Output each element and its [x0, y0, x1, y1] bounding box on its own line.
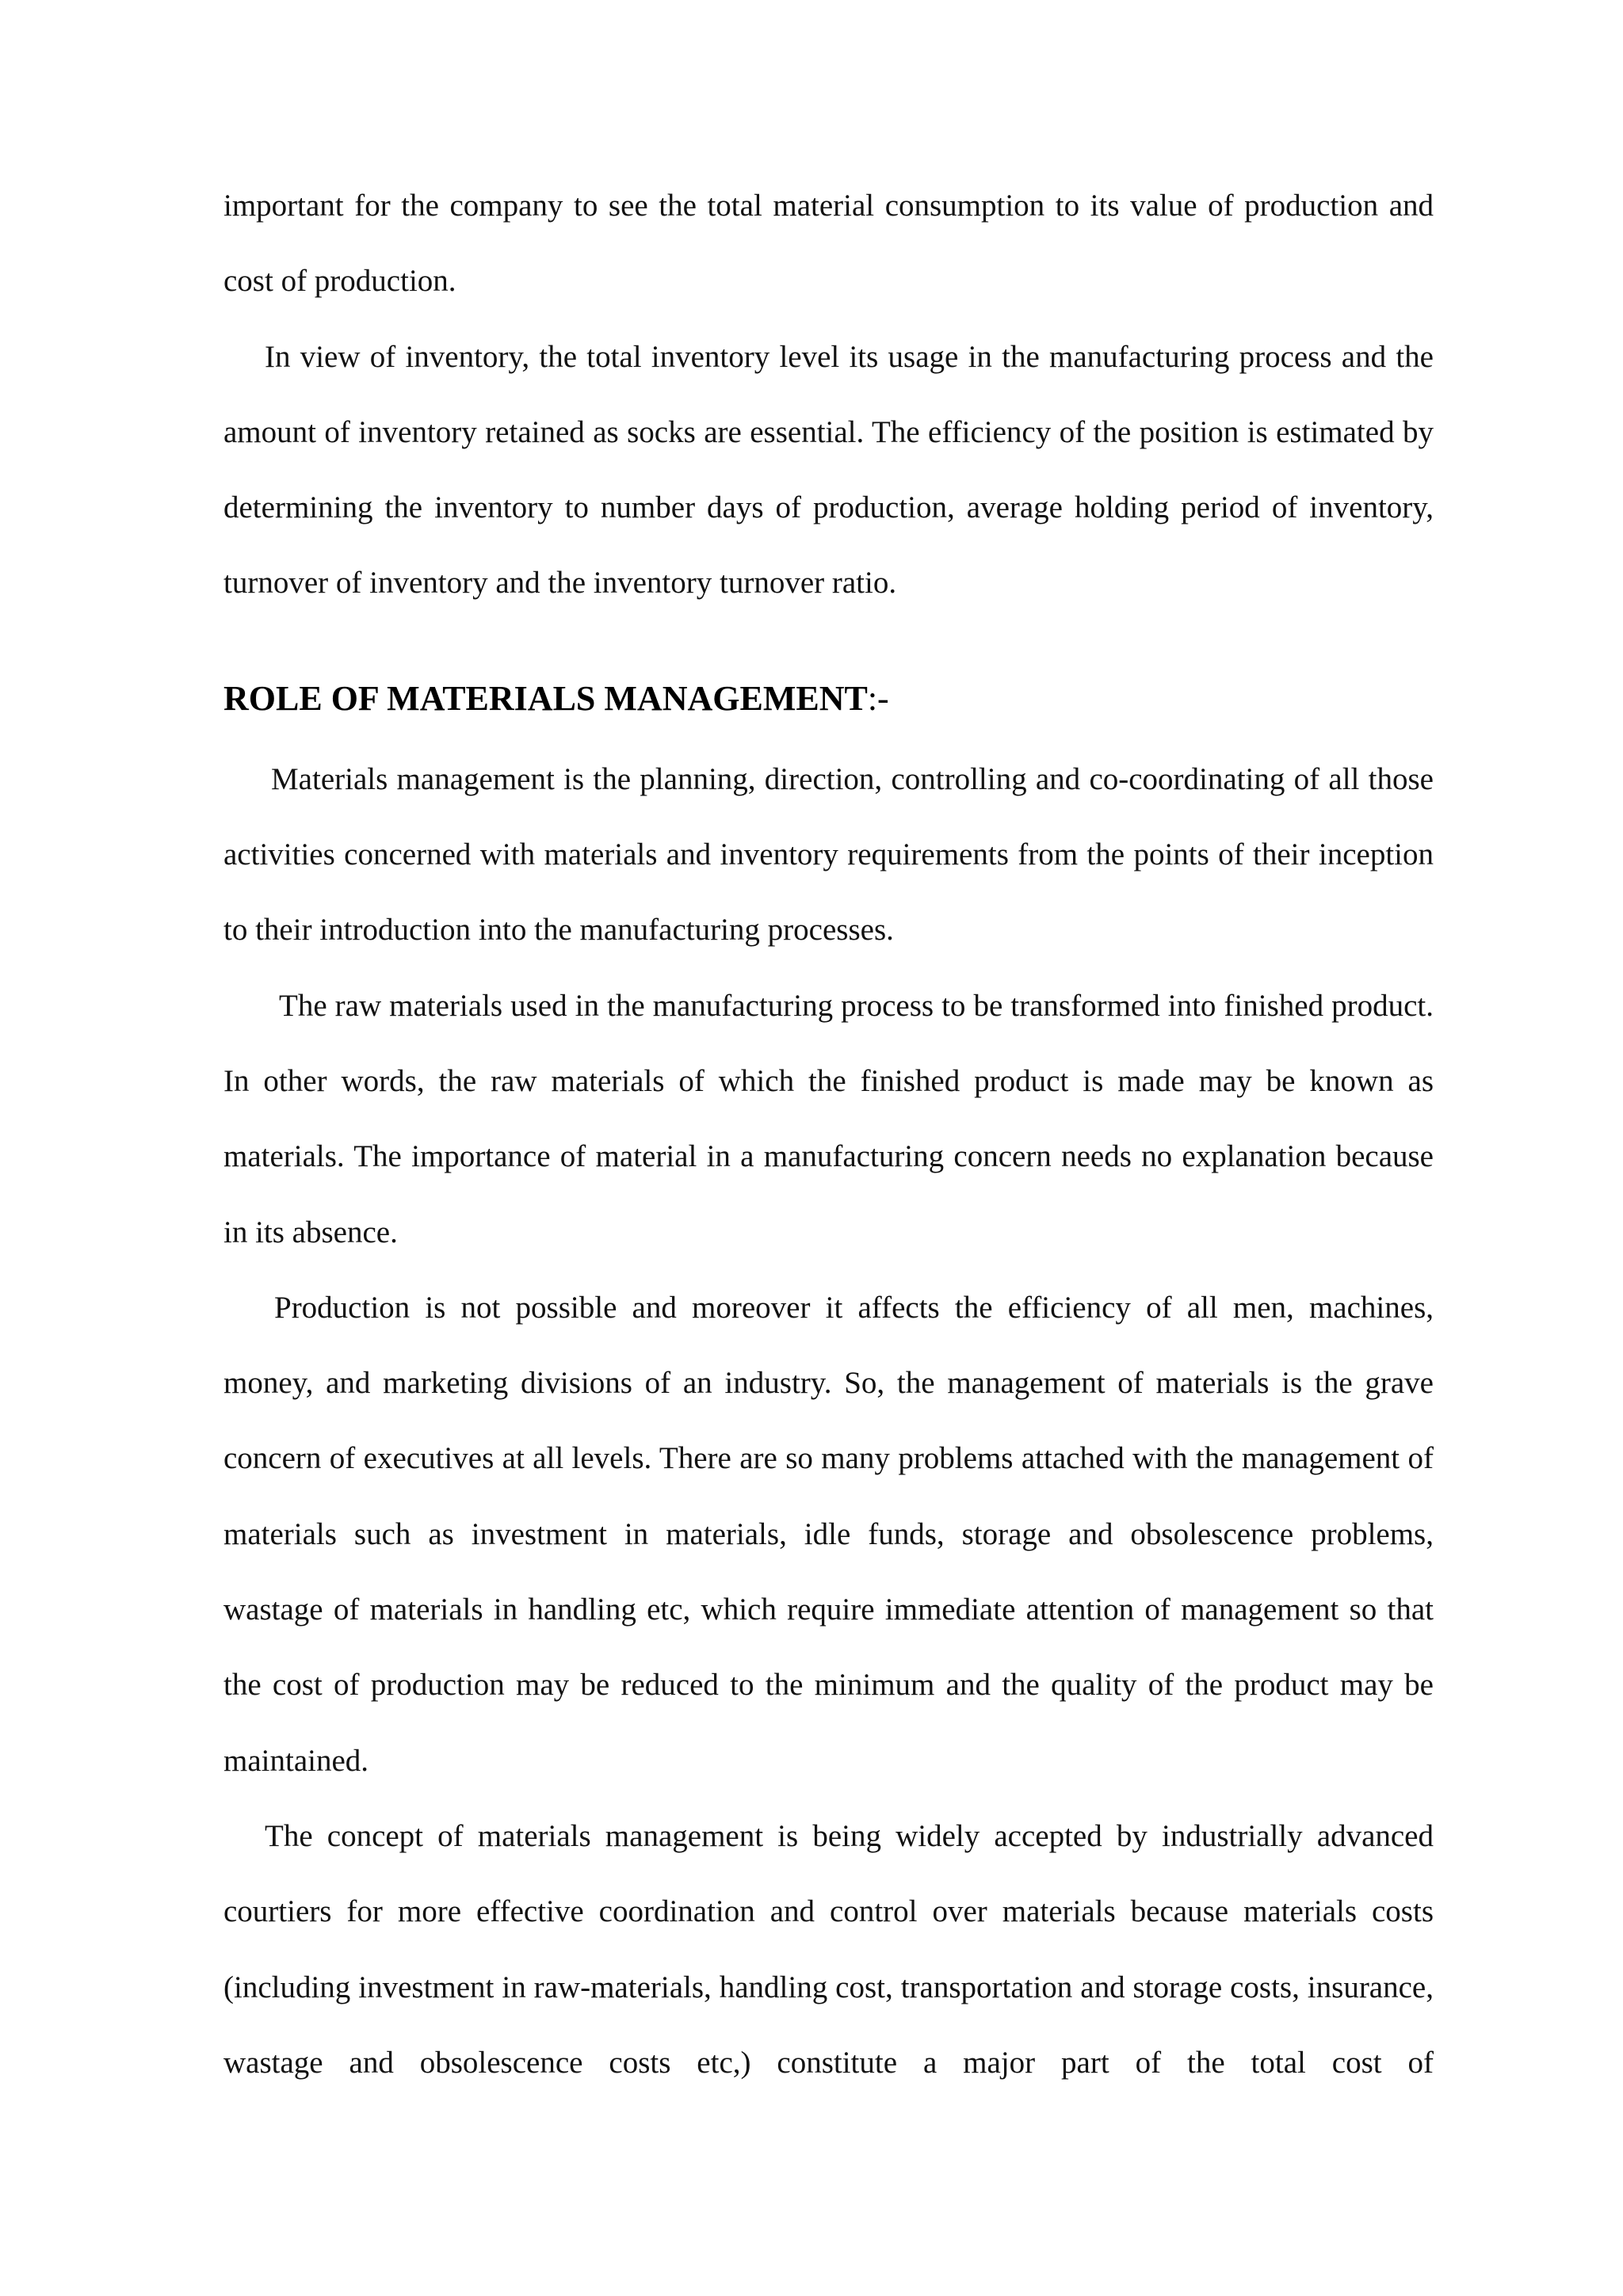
- paragraph-continuation: important for the company to see the total material consumption to its value of production and cost of production.: [223, 189, 1434, 299]
- paragraph-inventory-view: In view of inventory, the total inventory level its usage in the manufacturing process and the amount of inventory retained as socks are essential. The efficiency of the position is estimated by determining the inventory to number days of production, average holding period of inventory, turnover of inventory and the inventory turnover ratio.: [223, 339, 1434, 601]
- paragraph-materials-definition: Materials management is the planning, direction, controlling and co-coordinating of all those activities concerned with materials and inventory requirements from the points of their inception to their introduction into the manufacturing processes.: [223, 761, 1434, 948]
- page-content: [223, 168, 1434, 2100]
- section-heading: [223, 659, 1434, 738]
- paragraph-raw-materials: The raw materials used in the manufacturing process to be transformed into finished product. In other words, the raw materials of which the finished product is made may be known as materials. The importance of material in a manufacturing concern needs no explanation because in its absence.: [223, 988, 1434, 1249]
- paragraph-concept: The concept of materials management is being widely accepted by industrially advanced courtiers for more effective coordination and control over materials because materials costs (including investment in raw-materials, handling cost, transportation and storage costs, insurance, wastage and obsolescence costs etc,) constitute a major part of the total cost of: [223, 1818, 1434, 2080]
- section-heading-text: ROLE OF MATERIALS MANAGEMENT: [223, 678, 868, 718]
- paragraph-production: Production is not possible and moreover it affects the efficiency of all men, machines, money, and marketing divisions of an industry. So, the management of materials is the grave concern of executives at all levels. There are so many problems attached with the management of materials such as investment in materials, idle funds, storage and obsolescence problems, wastage of materials in handling etc, which require immediate attention of management so that the cost of production may be reduced to the minimum and the quality of the product may be maintained.: [223, 1290, 1434, 1778]
- section-heading-suffix: :-: [867, 678, 889, 718]
